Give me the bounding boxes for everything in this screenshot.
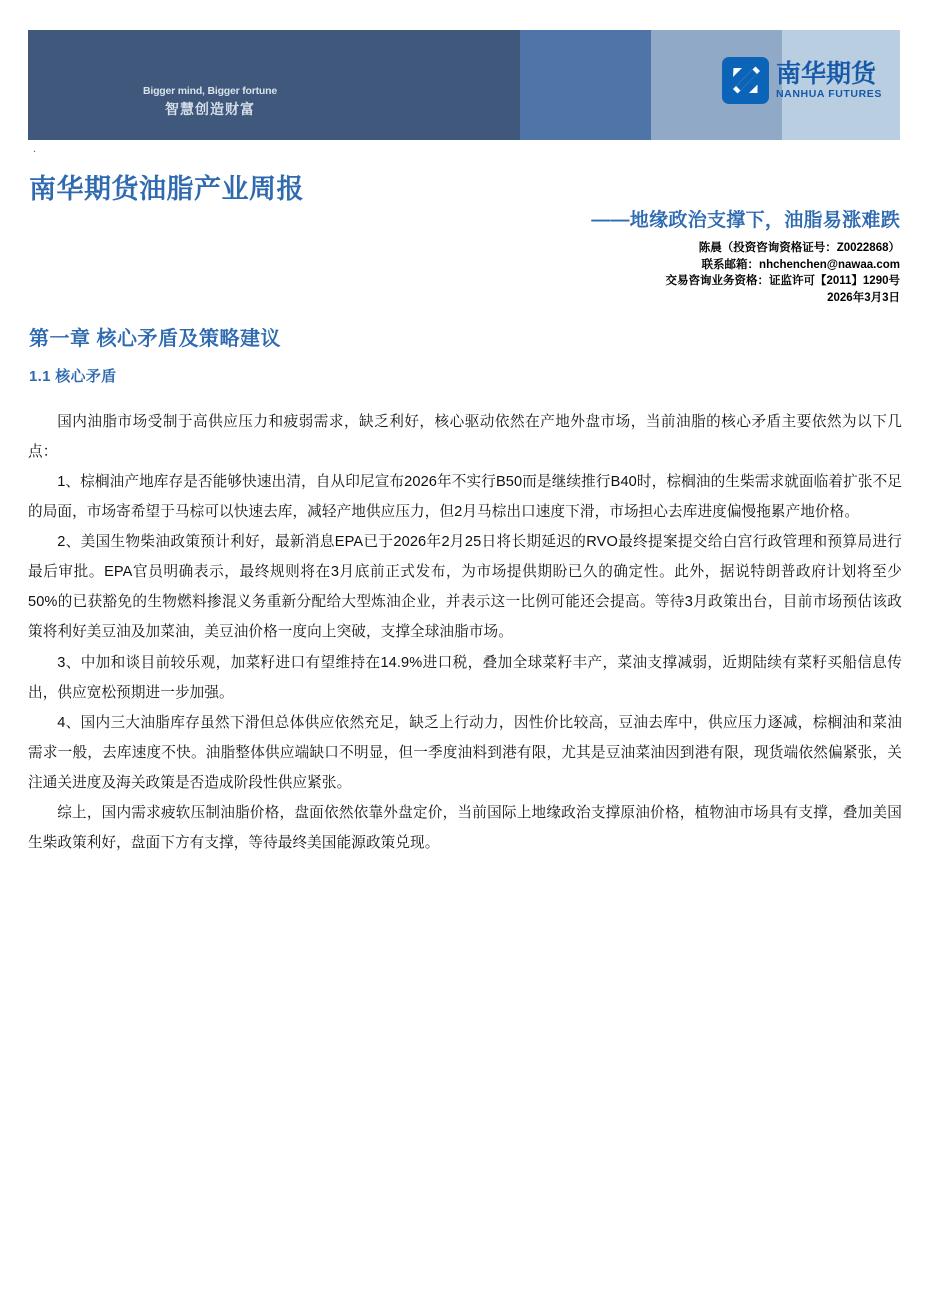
logo-name-chinese: 南华期货: [776, 59, 877, 88]
body-paragraph: 2、美国生物柴油政策预计利好，最新消息EPA已于2026年2月25日将长期延迟的RVO最终提案提交给白宫行政管理和预算局进行最后审批。EPA官员明确表示，最终规则将在3月底前正式发布，为市场提供期盼已久的确定性。此外，据说特朗普政府计划将至少50%的已获豁免的生物燃料掺混义务重新分配给大型炼油企业，并表示这一比例可能还会提高。等待3月政策出台，目前市场预估该政策将利好美豆油及加菜油，美豆油价格一度向上突破，支撑全球油脂市场。: [28, 534, 902, 641]
body-paragraph: 3、中加和谈目前较乐观，加菜籽进口有望维持在14.9%进口税，叠加全球菜籽丰产，菜油支撑减弱，近期陆续有菜籽买船信息传出，供应宽松预期进一步加强。: [28, 654, 902, 701]
meta-date: 2026年3月3日: [827, 292, 900, 305]
body-paragraph: 4、国内三大油脂库存虽然下滑但总体供应依然充足，缺乏上行动力，因性价比较高，豆油去库中，供应压力逐减，棕榈油和菜油需求一般，去库速度不快。油脂整体供应端缺口不明显，但一季度油料到港有限，尤其是豆油菜油因到港有限，现货端依然偏紧张，关注通关进度及海关政策是否造成阶段性供应紧张。: [28, 714, 902, 791]
logo-wordmark: [776, 59, 883, 100]
tagline-chinese: 智慧创造财富: [165, 101, 255, 118]
page-subtitle: ——地缘政治支撑下，油脂易涨难跌: [591, 210, 900, 231]
nanhua-logo-icon: [722, 57, 769, 104]
logo-name-english: NANHUA FUTURES: [776, 87, 883, 100]
body-paragraph: 1、棕榈油产地库存是否能够快速出清，自从印尼宣布2026年不实行B50而是继续推行B40时，棕榈油的生柴需求就面临着扩张不足的局面，市场寄希望于马棕可以快速去库，减轻产地供应压力，但2月马棕出口速度下滑，市场担心去库进度偏慢拖累产地价格。: [28, 474, 902, 521]
meta-license: 交易咨询业务资格：证监许可【2011】1290号: [665, 275, 900, 288]
document-body: [28, 407, 902, 858]
banner-band-medium: [520, 30, 651, 140]
body-paragraph: 国内油脂市场受制于高供应压力和疲弱需求，缺乏利好，核心驱动依然在产地外盘市场，当前油脂的核心矛盾主要依然为以下几点：: [28, 414, 902, 461]
chapter-heading: 第一章 核心矛盾及策略建议: [29, 328, 282, 350]
meta-email: 联系邮箱：nhchenchen@nawaa.com: [701, 258, 900, 271]
company-tagline: [85, 84, 335, 119]
tagline-english: Bigger mind, Bigger fortune: [142, 85, 278, 97]
section-heading: 1.1 核心矛盾: [29, 368, 117, 385]
body-paragraph: 综上，国内需求疲软压制油脂价格，盘面依然依靠外盘定价，当前国际上地缘政治支撑原油价格，植物油市场具有支撑，叠加美国生柴政策利好，盘面下方有支撑，等待最终美国能源政策兑现。: [28, 804, 902, 851]
report-metadata: [665, 240, 900, 307]
page-title: 南华期货油脂产业周报: [29, 174, 304, 204]
stray-dot-mark: .: [33, 143, 37, 155]
company-logo: [722, 57, 882, 104]
meta-author: 陈晨（投资咨询资格证号：Z0022868）: [698, 242, 900, 254]
